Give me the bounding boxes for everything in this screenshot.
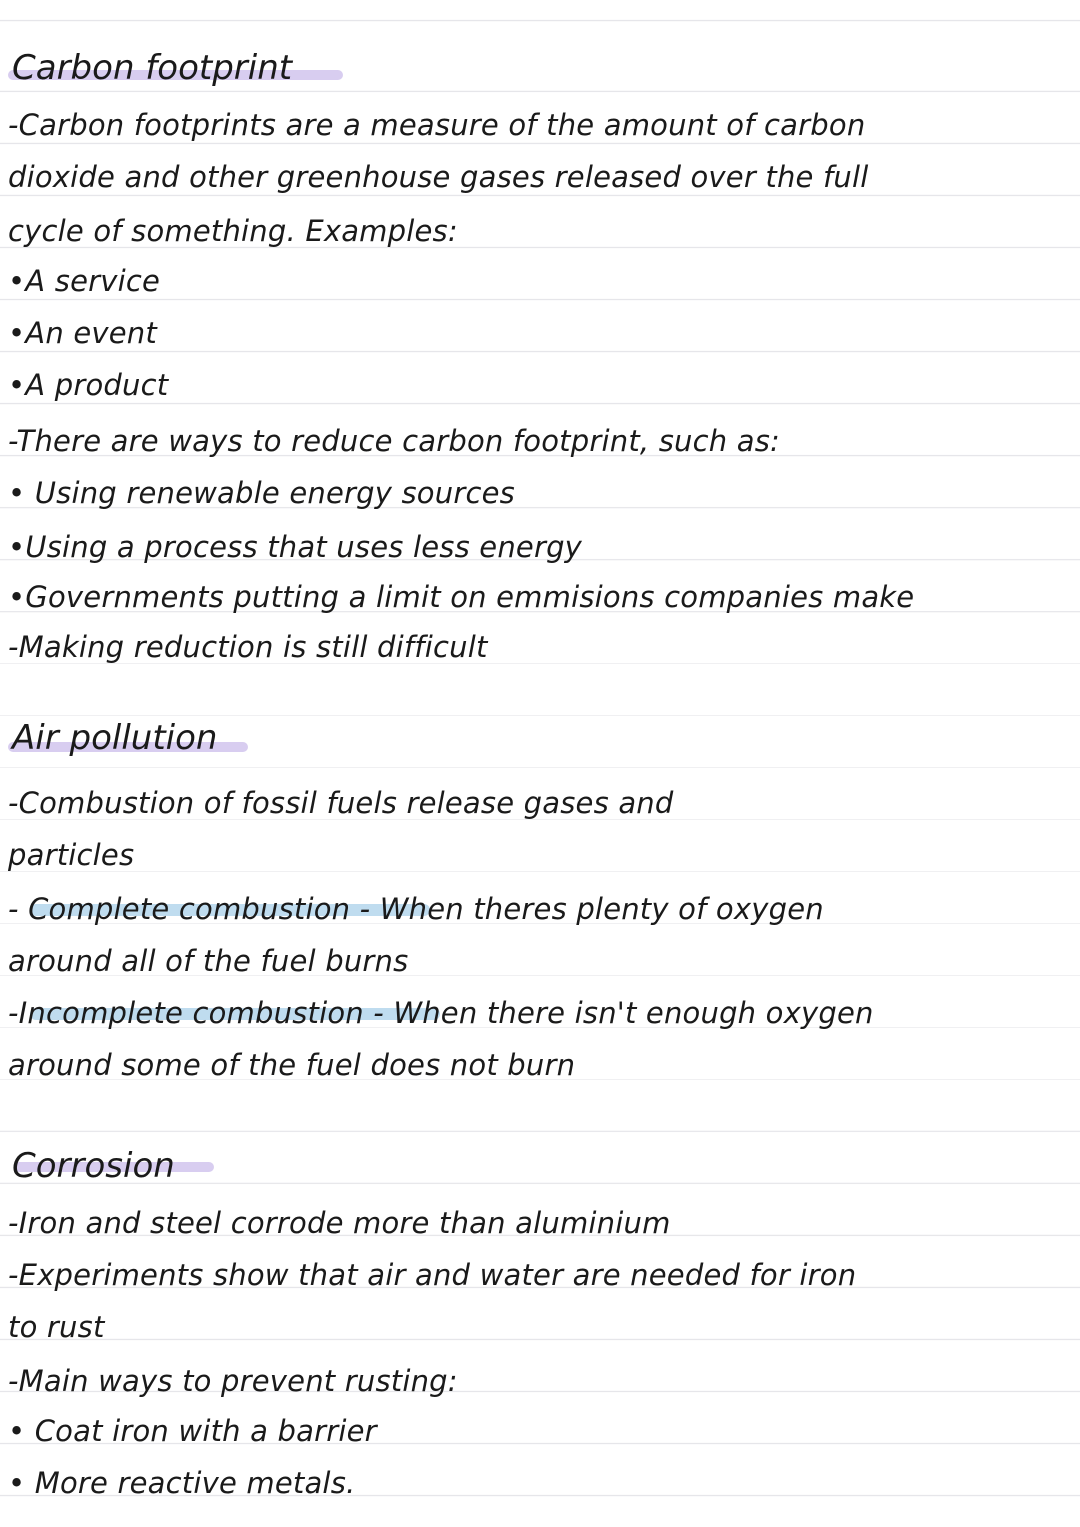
note-line: •Using a process that uses less energy (8, 530, 583, 564)
note-line: -Main ways to prevent rusting: (8, 1364, 458, 1398)
note-line: particles (8, 838, 135, 872)
section-heading (12, 1146, 175, 1186)
note-line: to rust (8, 1310, 105, 1344)
note-line: around some of the fuel does not burn (8, 1048, 576, 1082)
section-heading (12, 718, 217, 758)
note-line: -Combustion of fossil fuels release gases and (8, 786, 674, 820)
note-line: -There are ways to reduce carbon footprint, such as: (8, 424, 781, 458)
note-line: • Coat iron with a barrier (8, 1414, 377, 1448)
heading-text: Corrosion (12, 1146, 175, 1186)
heading-text: Carbon footprint (12, 48, 293, 88)
note-line: -Incomplete combustion - When there isn't enough oxygen (8, 996, 874, 1030)
note-line: •A product (8, 368, 169, 402)
note-line: -Making reduction is still difficult (8, 630, 488, 664)
note-line: -Experiments show that air and water are needed for iron (8, 1258, 857, 1292)
heading-text: Air pollution (12, 718, 218, 758)
note-line: cycle of something. Examples: (8, 214, 458, 248)
note-line: • Using renewable energy sources (8, 476, 515, 510)
note-line: •Governments putting a limit on emmisions companies make (8, 580, 915, 614)
section-heading (12, 48, 292, 88)
note-line: •An event (8, 316, 157, 350)
note-line: dioxide and other greenhouse gases released over the full (8, 160, 869, 194)
note-line: -Carbon footprints are a measure of the amount of carbon (8, 108, 866, 142)
note-line: around all of the fuel burns (8, 944, 409, 978)
note-line: •A service (8, 264, 161, 298)
note-line: - Complete combustion - When theres plenty of oxygen (8, 892, 824, 926)
note-line: -Iron and steel corrode more than aluminium (8, 1206, 671, 1240)
note-line: • More reactive metals. (8, 1466, 356, 1500)
